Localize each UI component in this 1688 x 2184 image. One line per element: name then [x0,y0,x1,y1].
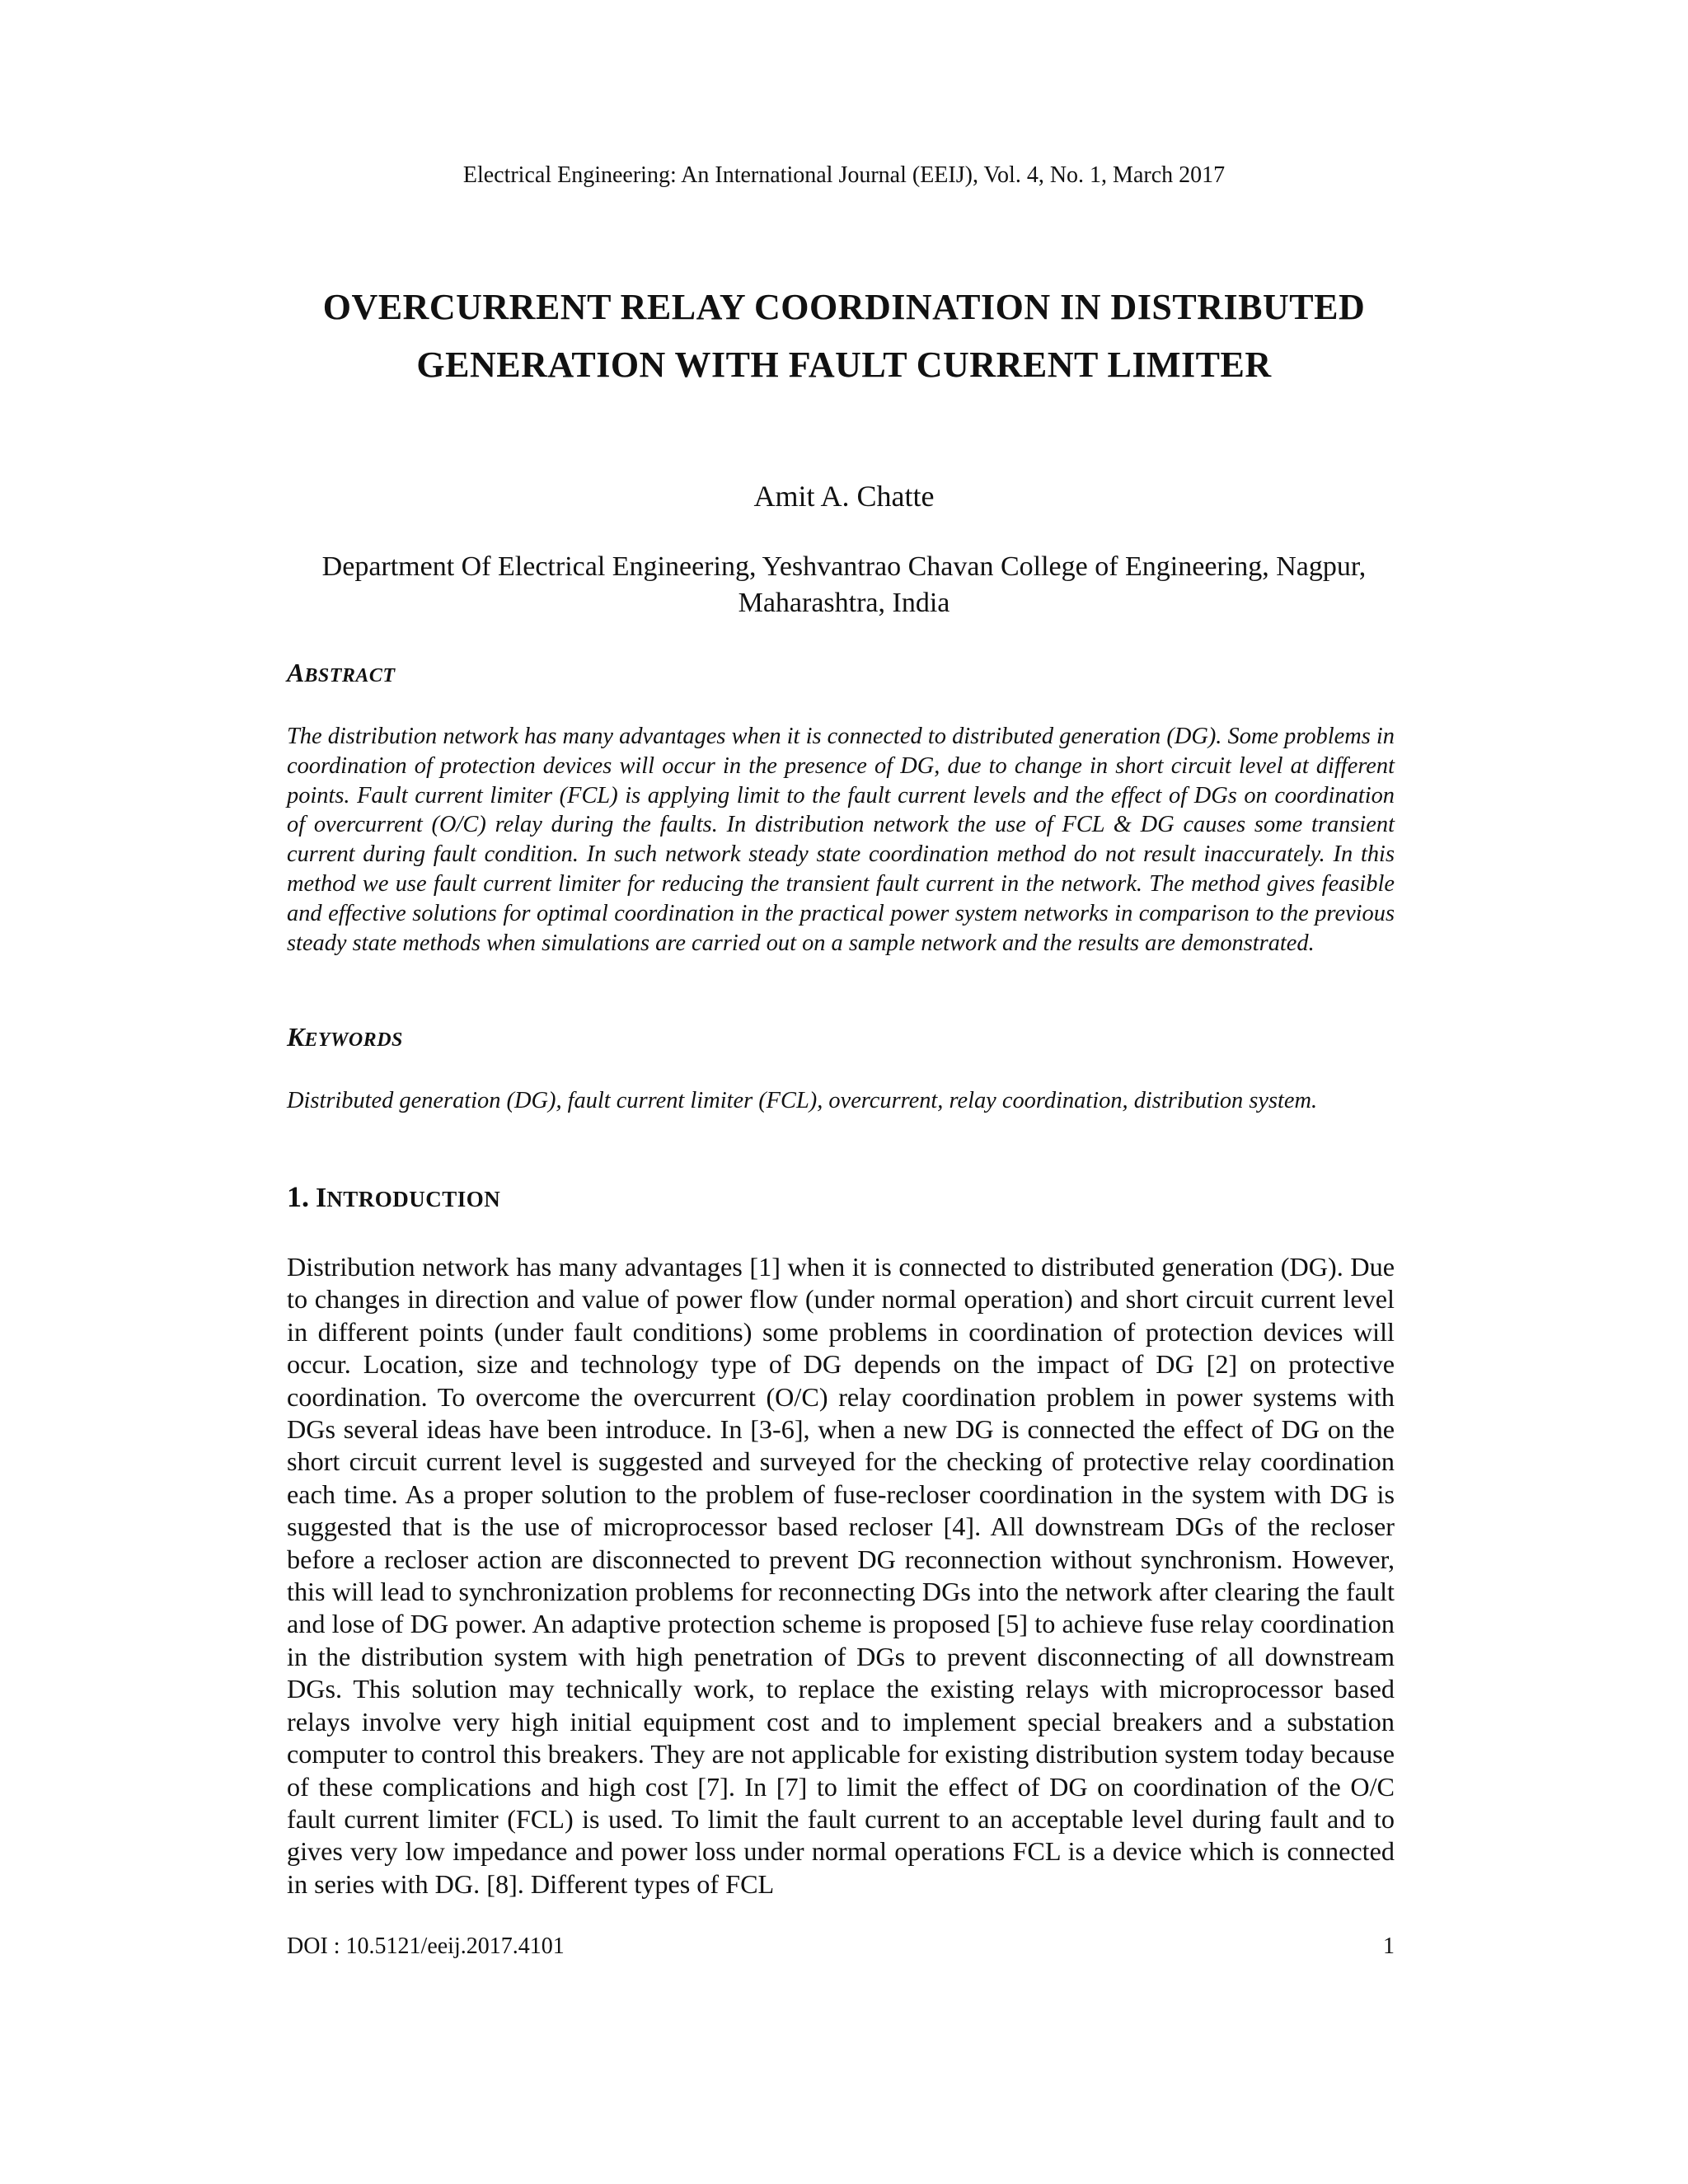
page-number: 1 [1383,1933,1395,1959]
doi-text: DOI : 10.5121/eeij.2017.4101 [287,1933,565,1959]
author-affiliation: Department Of Electrical Engineering, Yeshvantrao Chavan College of Engineering, Nagpur, Maharashtra, India [321,551,1367,618]
keywords-heading-rest: EYWORDS [304,1029,403,1051]
abstract-heading [287,656,396,692]
abstract-text: The distribution network has many advantages when it is connected to distributed generation (DG). Some problems in coordination of protection devices will occur in the presence of DG, due to change in short circuit level at different points. Fault current limiter (FCL) is applying limit to the fault current levels and the effect of DGs on coordination of overcurrent (O/C) relay during the faults. In distribution network the use of FCL & DG causes some transient current during fault condition. In such network steady state coordination method do not result inaccurately. In this method we use fault current limiter for reducing the transient fault current in the network. The method gives feasible and effective solutions for optimal coordination in the practical power system networks in comparison to the previous steady state methods when simulations are carried out on a sample network and the results are demonstrated. [287,724,1395,956]
keywords-text: Distributed generation (DG), fault current limiter (FCL), overcurrent, relay coordination, distribution system. [287,1088,1318,1113]
abstract-heading-rest: BSTRACT [304,665,396,687]
paper-title: OVERCURRENT RELAY COORDINATION IN DISTRIBUTED GENERATION WITH FAULT CURRENT LIMITER [322,287,1366,385]
introduction-heading-rest: NTRODUCTION [326,1187,501,1212]
introduction-heading [287,1180,500,1216]
abstract-heading-initial: A [287,658,305,687]
keywords-heading [287,1020,403,1057]
introduction-text: Distribution network has many advantages [1] when it is connected to distributed generation (DG). Due to changes in direction and value of power flow (under normal operation) and short circuit current level in different points (under fault conditions) some problems in coordination of protection devices will occur. Location, size and technology type of DG depends on the impact of DG [2] on protective coordination. To overcome the overcurrent (O/C) relay coordination problem in power systems with DGs several ideas have been introduce. In [3-6], when a new DG is connected the effect of DG on the short circuit current level is suggested and surveyed for the checking of protective relay coordination each time. As a proper solution to the problem of fuse-recloser coordination in the system with DG is suggested that is the use of microprocessor based recloser [4]. All downstream DGs of the recloser before a recloser action are disconnected to prevent DG reconnection without synchronism. However, this will lead to synchronization problems for reconnecting DGs into the network after clearing the fault and lose of DG power. An adaptive protection scheme is proposed [5] to achieve fuse relay coordination in the distribution system with high penetration of DGs to prevent disconnecting of all downstream DGs. This solution may technically work, to replace the existing relays with microprocessor based relays involve very high initial equipment cost and to implement special breakers and a substation computer to control this breakers. They are not applicable for existing distribution system today because of these complications and high cost [7]. In [7] to limit the effect of DG on coordination of the O/C fault current limiter (FCL) is used. To limit the fault current to an acceptable level during fault and to gives very low impedance and power loss under normal operations FCL is a device which is connected in series with DG. [8]. Different types of FCL [287,1252,1395,1899]
introduction-heading-initial: I [316,1183,327,1213]
keywords-heading-initial: K [287,1022,305,1052]
author-name: Amit A. Chatte [753,480,935,513]
journal-header: Electrical Engineering: An International Journal (EEIJ), Vol. 4, No. 1, March 2017 [462,162,1226,188]
introduction-number: 1. [287,1180,309,1213]
